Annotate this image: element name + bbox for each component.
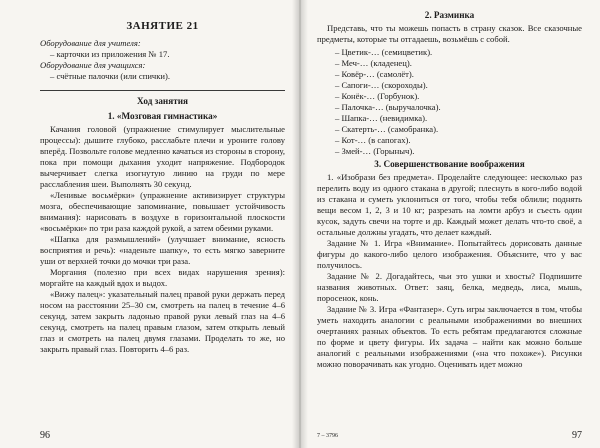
signature-mark: 7 – 3796 (317, 433, 338, 439)
course-heading: Ход занятия (137, 96, 188, 106)
list-item: – Конёк-… (Горбунок). (335, 91, 420, 101)
list-item: – Шапка-… (невидимка). (335, 113, 428, 123)
equipment-students-label: Оборудование для учащихся: (40, 60, 146, 70)
list-item: – Палочка-… (выручалочка). (335, 102, 441, 112)
section2-title: 2. Разминка (424, 10, 475, 20)
fairy-items-list (335, 47, 582, 157)
paragraph-see-finger: «Вижу палец»: указательный палец правой руки держать перед носом на расстоянии 25–30 см, смотреть на палец в течение 4–6 секунд, затем закрыть ладонью правой руки левый глаз на 4–6 секунд, смотреть на палец правым глазом, затем открыть левый глаз и смотреть на палец двумя глазами. Проделать то же, но закрыть правый глаз. Повторить 4–6 раз. (40, 289, 285, 354)
page-number-left: 96 (40, 430, 50, 441)
paragraph-task1: Задание № 1. Игра «Внимание». Попытайтесь дорисовать данные фигуры до какого-либо целого изображения. Объясните, что у вас получилось. (317, 238, 582, 270)
paragraph-thinking-cap: «Шапка для размышлений» (улучшает внимание, ясность восприятия и речь): «наденьте шапку», то есть мягко заверните уши от верхней точки до мочки три раза. (40, 234, 285, 266)
list-item: – Сапоги-… (скороходы). (335, 80, 428, 90)
divider (40, 90, 285, 91)
paragraph-task3: Задание № 3. Игра «Фантазер». Суть игры заключается в том, чтобы уметь находить аналогии с реальными изображениями во внешних очертаниях разных объектов. То есть ребятам предлагаются сложные по форме и цвету фигуры. Их задача – найти как можно больше аналогий с реальными изображениями («на что похоже»). Рисунки можно поворачивать как угодно. Оценивать идет можно (317, 304, 582, 369)
right-page (301, 0, 600, 448)
section2-intro: Представь, что ты можешь попасть в страну сказок. Все сказочные предметы, которые ты отгадаешь, возьмёшь с собой. (317, 23, 582, 44)
equipment-students-item: – счётные палочки (или спички). (50, 71, 171, 81)
paragraph-imitate: 1. «Изобрази без предмета». Проделайте следующее: несколько раз перелить воду из одного стакана в другой; плеснуть в кого-либо водой из стакана и суметь уклониться от того, чтобы тебя облили; поднять вещи весом 1, 2, 3 и 10 кг; разрезать на ломти арбуз и съесть один кусок, задуть свечи на торте и др. Каждый может делать что-то своё, а остальные должны угадать, что делает каждый. (317, 172, 582, 237)
list-item: – Цветик-… (семицветик). (335, 47, 433, 57)
list-item: – Змей-… (Горыныч). (335, 146, 415, 156)
page-number-right: 97 (572, 430, 582, 441)
paragraph-lazy-eights: «Ленивые восьмёрки» (упражнение активизирует структуры мозга, обеспечивающие запоминание, повышает устойчивость внимания): нарисовать в воздухе в горизонтальной плоскости «восьмёрки» по три раза каждой рукой, а затем обеими руками. (40, 190, 285, 233)
section1-title: 1. «Мозговая гимнастика» (107, 111, 218, 121)
list-item: – Кот-… (в сапогах). (335, 135, 411, 145)
list-item: – Ковёр-… (самолёт). (335, 69, 414, 79)
paragraph-task2: Задание № 2. Догадайтесь, чьи это ушки и хвосты? Подпишите названия животных. Ответ: заяц, белка, медведь, лиса, мышь, поросенок, конь. (317, 271, 582, 303)
lesson-title: ЗАНЯТИЕ 21 (126, 20, 199, 32)
left-page (0, 0, 299, 448)
list-item: – Меч-… (кладенец). (335, 58, 412, 68)
equipment-teacher-label: Оборудование для учителя: (40, 38, 141, 48)
paragraph-head-swings: Качания головой (упражнение стимулирует мыслительные процессы): дышите глубоко, расслабьте плечи и уроните голову вперёд. Позвольте голове медленно качаться из стороны в сторону, пока при помощи дыхания уходит напряжение. Подбородок вычерчивает слегка изогнутую линию на груди по мере расслабления шеи. Выполнять 30 секунд. (40, 124, 286, 189)
list-item: – Скатерть-… (самобранка). (335, 124, 439, 134)
equipment-teacher-item: – карточки из приложения № 17. (50, 49, 170, 59)
book-gutter (292, 0, 308, 448)
paragraph-blinking: Моргания (полезно при всех видах нарушения зрения): моргайте на каждый вдох и выдох. (40, 267, 285, 288)
section3-title: 3. Совершенствование воображения (374, 159, 525, 169)
